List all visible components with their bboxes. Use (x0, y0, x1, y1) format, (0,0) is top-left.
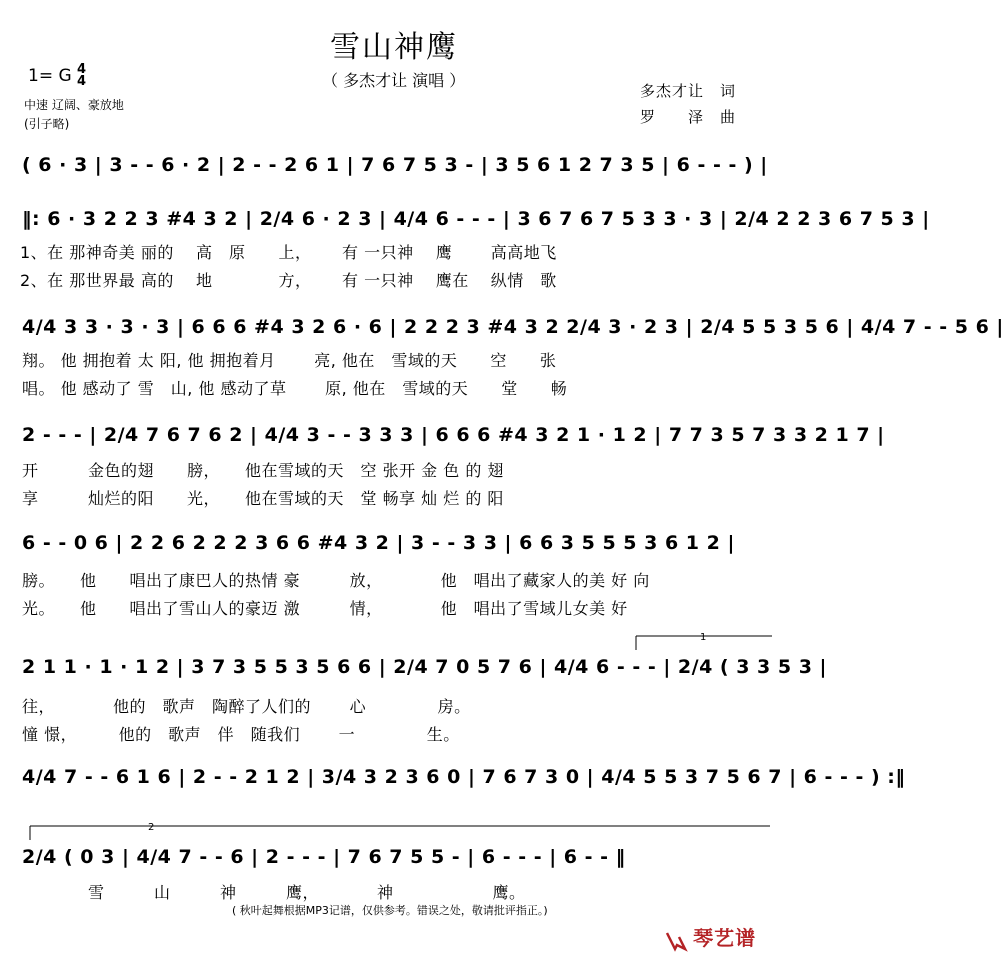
volta-1-label: 1 (700, 632, 707, 643)
lyrics-verse1-line5: 往， 他的 歌声 陶醉了人们的 心 房。 (22, 697, 471, 716)
lyrics-coda: 雪 山 神 鹰， 神 鹰。 (88, 883, 526, 902)
lyricist-credit: 多杰才让 词 (640, 82, 737, 100)
score-line-5: 2 1 1 · 1 · 1 2 | 3 7 3 5 5 3 5 6 6 | 2/4 7 0 5 7 6 | 4/4 6 - - - | 2/4 ( 3 3 5 3 | (22, 656, 827, 678)
lyrics-verse2-line1: 2、在 那世界最 高的 地 方， 有 一只神 鹰在 纵情 歌 (20, 271, 557, 290)
time-signature-bottom: 4 (77, 74, 87, 89)
score-line-6: 4/4 7 - - 6 1 6 | 2 - - 2 1 2 | 3/4 3 2 3 6 0 | 7 6 7 3 0 | 4/4 5 5 3 7 5 6 7 | 6 - - - ) :‖ (22, 766, 906, 788)
lyrics-verse1-line3: 开 金色的翅 膀， 他在雪域的天 空 张开 金 色 的 翅 (22, 461, 504, 480)
lyrics-verse2-line2: 唱。 他 感动了 雪 山, 他 感动了草 原, 他在 雪域的天 堂 畅 (22, 379, 568, 398)
lyrics-verse1-line2: 翔。 他 拥抱着 太 阳, 他 拥抱着月 亮, 他在 雪域的天 空 张 (22, 351, 557, 370)
score-line-coda: 2/4 ( 0 3 | 4/4 7 - - 6 | 2 - - - | 7 6 7 5 5 - | 6 - - - | 6 - - ‖ (22, 846, 626, 868)
score-line-1: ‖: 6 · 3 2 2 3 #4 3 2 | 2/4 6 · 2 3 | 4/4 6 - - - | 3 6 7 6 7 5 3 3 · 3 | 2/4 2 2 3 6 7 5 3 | (22, 208, 930, 230)
score-line-4: 6 - - 0 6 | 2 2 6 2 2 2 3 6 6 #4 3 2 | 3 - - 3 3 | 6 6 3 5 5 5 3 6 1 2 | (22, 532, 735, 554)
performer-subtitle: （ 多杰才让 演唱 ） (322, 71, 466, 90)
tempo-marking: 中速 辽阔、豪放地 (24, 98, 124, 112)
brand-name: 琴艺谱 (693, 926, 757, 950)
volta-2-label: 2 (148, 822, 155, 833)
transcription-footnote: ( 秋叶起舞根据MP3记谱，仅供参考。错误之处，敬请批评指正。) (232, 904, 548, 917)
score-line-intro: ( 6 · 3 | 3 - - 6 · 2 | 2 - - 2 6 1 | 7 6 7 5 3 - | 3 5 6 1 2 7 3 5 | 6 - - - ) | (22, 154, 768, 176)
lyrics-verse2-line4: 光。 他 唱出了雪山人的豪迈 激 情， 他 唱出了雪域儿女美 好 (22, 599, 628, 618)
lyrics-verse1-line4: 膀。 他 唱出了康巴人的热情 豪 放， 他 唱出了藏家人的美 好 向 (22, 571, 650, 590)
volta-2-bracket (30, 826, 770, 840)
key-label: 1= G (28, 66, 72, 86)
brand-mark-icon (664, 929, 688, 953)
composer-credit: 罗 泽 曲 (640, 108, 737, 126)
lyrics-verse2-line5: 憧 憬， 他的 歌声 伴 随我们 一 生。 (22, 725, 460, 744)
time-signature-top: 4 (77, 62, 87, 77)
score-line-2: 4/4 3 3 · 3 · 3 | 6 6 6 #4 3 2 6 · 6 | 2 2 2 3 #4 3 2 2/4 3 · 2 3 | 2/4 5 5 3 5 6 | 4/4 7 - - 5 6 | (22, 316, 1004, 338)
score-line-3: 2 - - - | 2/4 7 6 7 6 2 | 4/4 3 - - 3 3 3 | 6 6 6 #4 3 2 1 · 1 2 | 7 7 3 5 7 3 3 2 1 7 | (22, 424, 885, 446)
intro-note: (引子略) (24, 117, 70, 131)
lyrics-verse1-line1: 1、在 那神奇美 丽的 高 原 上， 有 一只神 鹰 高高地飞 (20, 243, 557, 262)
song-title: 雪山神鹰 (330, 30, 458, 65)
brand-logo (664, 922, 756, 953)
lyrics-verse2-line3: 享 灿烂的阳 光， 他在雪域的天 堂 畅享 灿 烂 的 阳 (22, 489, 504, 508)
